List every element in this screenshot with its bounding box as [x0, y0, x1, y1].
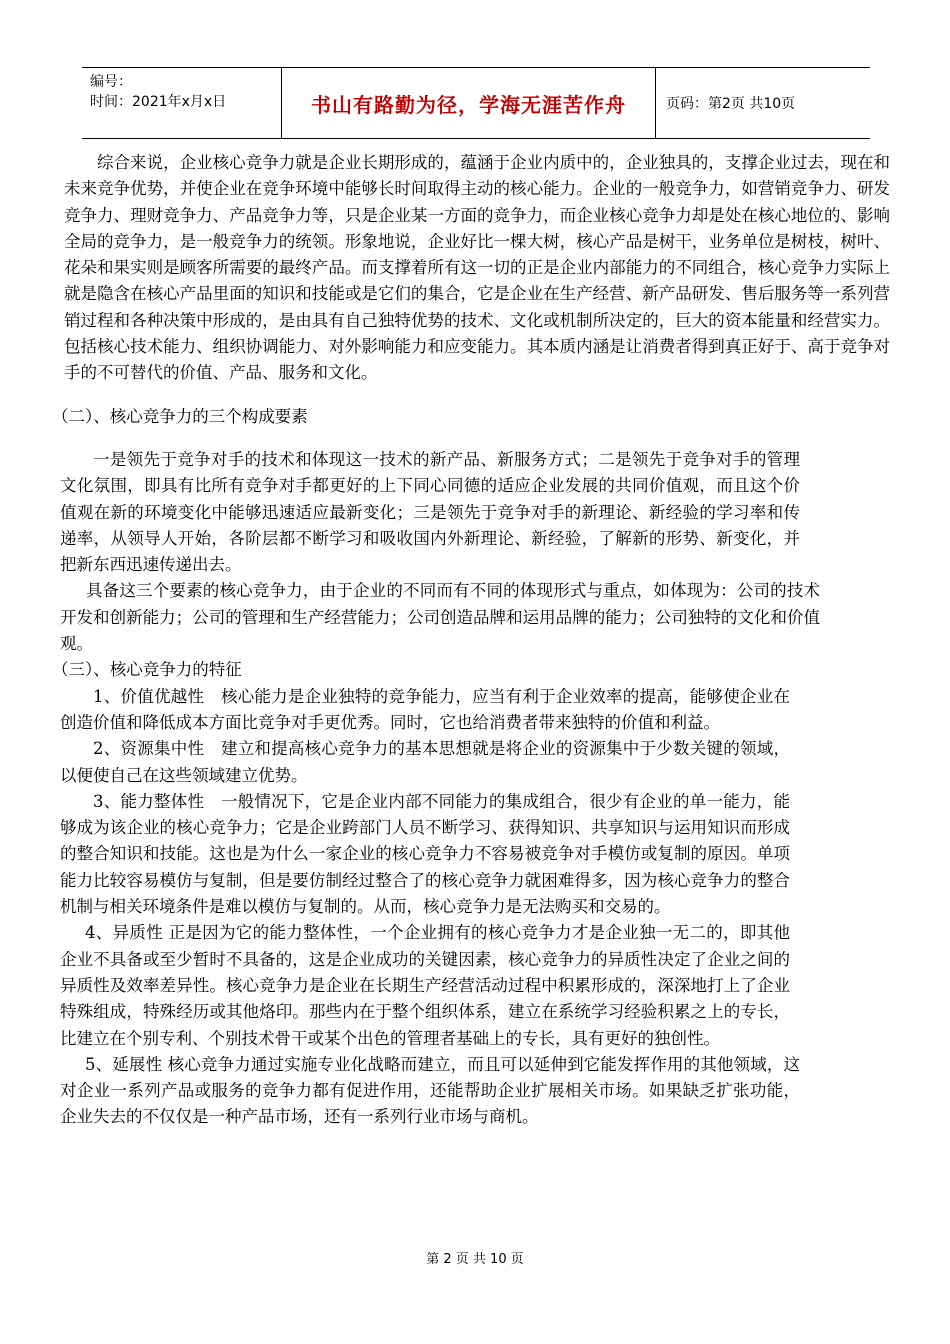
document-number-label: 编号：	[90, 74, 132, 90]
paragraph-manifestation: 具备这三个要素的核心竞争力，由于企业的不同而有不同的体现形式与重点，如体现为：公司的技术开发和创新能力；公司的管理和生产经营能力；公司创造品牌和运用品牌的能力；公司独特的文化和价值观。	[60, 581, 820, 654]
header-page-label: 页码：第2页 共10页	[666, 96, 796, 112]
feature-integrity: 3、能力整体性 一般情况下，它是企业内部不同能力的集成组合，很少有企业的单一能力，能够成为该企业的核心竞争力；它是企业跨部门人员不断学习、获得知识、共享知识与运用知识而形成的整合知识和技能。这也是为什么一家企业的核心竞争力不容易被竞争对手模仿或复制的原因。单项能力比较容易模仿与复制，但是要仿制经过整合了的核心竞争力就困难得多，因为核心竞争力的整合机制与相关环境条件是难以模仿与复制的。从而，核心竞争力是无法购买和交易的。	[60, 791, 790, 917]
section-heading-features: （三）、核心竞争力的特征	[52, 660, 242, 680]
feature-value-superiority: 1、价值优越性 核心能力是企业独特的竞争能力，应当有利于企业效率的提高，能够使企业在创造价值和降低成本方面比竞争对手更优秀。同时，它也给消费者带来独特的价值和利益。	[60, 686, 790, 732]
feature-heterogeneity: 4、异质性 正是因为它的能力整体性，一个企业拥有的核心竞争力才是企业独一无二的，即其他企业不具备或至少暂时不具备的，这是企业成功的关键因素，核心竞争力的异质性决定了企业之间的异质性及效率差异性。核心竞争力是企业在长期生产经营活动过程中积累形成的，深深地打上了企业特殊组成，特殊经历或其他烙印。那些内在于整个组织体系，建立在系统学习经验积累之上的专长，比建立在个别专利、个别技术骨干或某个出色的管理者基础上的专长，具有更好的独创性。	[60, 923, 790, 1048]
header-motto: 书山有路勤为径，学海无涯苦作舟	[282, 68, 656, 138]
feature-resource-concentration: 2、资源集中性 建立和提高核心竞争力的基本思想就是将企业的资源集中于少数关键的领域，以便使自己在这些领域建立优势。	[60, 739, 790, 785]
header-meta	[82, 68, 282, 138]
document-time-label: 时间：2021年x月x日	[90, 94, 227, 110]
feature-extensibility: 5、延展性 核心竞争力通过实施专业化战略而建立，而且可以延伸到它能发挥作用的其他领域，这对企业一系列产品或服务的竞争力都有促进作用，还能帮助企业扩展相关市场。如果缺乏扩张功能，企业失去的不仅仅是一种产品市场，还有一系列行业市场与商机。	[60, 1054, 800, 1127]
section-heading-elements: （二）、核心竞争力的三个构成要素	[52, 406, 308, 426]
paragraph-summary: 综合来说，企业核心竞争力就是企业长期形成的，蕴涵于企业内质中的，企业独具的，支撑企业过去，现在和未来竞争优势，并使企业在竞争环境中能够长时间取得主动的核心能力。企业的一般竞争力，如营销竞争力、研发竞争力、理财竞争力、产品竞争力等，只是企业某一方面的竞争力，而企业核心竞争力却是处在核心地位的、影响全局的竞争力，是一般竞争力的统领。形象地说，企业好比一棵大树，核心产品是树干，业务单位是树枝，树叶、花朵和果实则是顾客所需要的最终产品。而支撑着所有这一切的正是企业内部能力的不同组合，核心竞争力实际上就是隐含在核心产品里面的知识和技能或是它们的集合，它是企业在生产经营、新产品研发、售后服务等一系列营销过程和各种决策中形成的，是由具有自己独特优势的技术、文化或机制所决定的，巨大的资本能量和经营实力。包括核心技术能力、组织协调能力、对外影响能力和应变能力。其本质内涵是让消费者得到真正好于、高于竞争对手的不可替代的价值、产品、服务和文化。	[64, 153, 890, 383]
page-footer: 第 2 页 共 10 页	[426, 1252, 524, 1267]
page-header	[82, 67, 870, 139]
paragraph-elements: 一是领先于竞争对手的技术和体现这一技术的新产品、新服务方式；二是领先于竞争对手的管理文化氛围，即具有比所有竞争对手都更好的上下同心同德的适应企业发展的共同价值观，而且这个价值观在新的环境变化中能够迅速适应最新变化；三是领先于竞争对手的新理论、新经验的学习率和传递率，从领导人开始，各阶层都不断学习和吸收国内外新理论、新经验，了解新的形势、新变化，并把新东西迅速传递出去。	[60, 449, 800, 575]
document-body	[52, 150, 890, 1131]
